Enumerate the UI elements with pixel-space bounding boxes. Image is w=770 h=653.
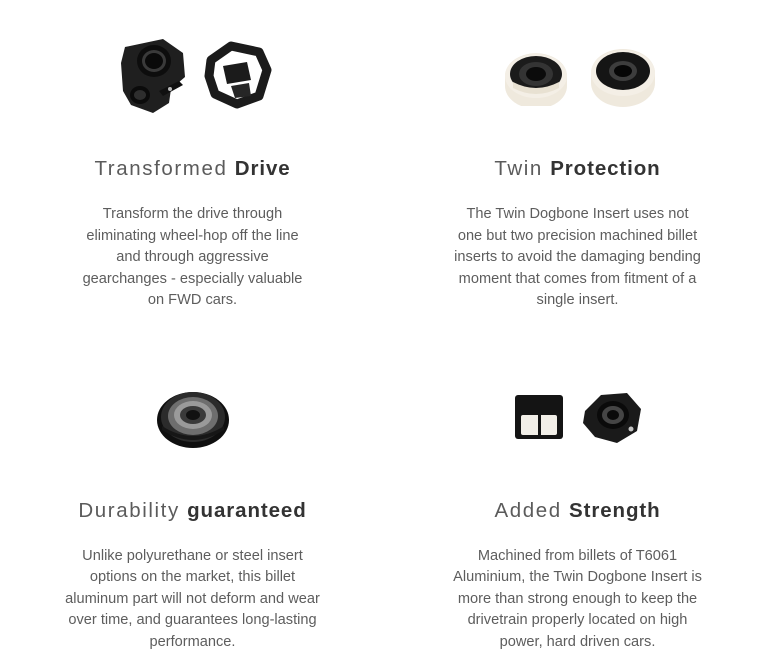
feature-heading: [494, 498, 660, 524]
feature-heading-light: Transformed: [94, 157, 235, 180]
product-image-dogbone-mount-pair: [113, 22, 273, 130]
feature-heading-bold: Strength: [569, 498, 661, 522]
feature-heading: [494, 156, 660, 182]
feature-heading: [78, 498, 306, 524]
feature-body: Machined from billets of T6061 Aluminium, the Twin Dogbone Insert is more than strong enough to keep the drivetrain properly located on high power, hard driven cars.: [453, 547, 702, 650]
feature-heading-bold: guaranteed: [187, 498, 307, 522]
feature-body: Unlike polyurethane or steel insert options on the market, this billet aluminum part will not deform and wear over time, and guarantees long-lasting performance.: [65, 547, 320, 650]
billet-insert-right-icon: [587, 45, 659, 107]
feature-heading: [94, 156, 290, 182]
billet-insert-left-icon: [497, 46, 577, 106]
product-image-single-insert: [154, 364, 232, 472]
feature-card-added-strength: [385, 326, 770, 653]
feature-card-durability-guaranteed: [0, 326, 385, 653]
product-image-twin-inserts: [497, 22, 659, 130]
feature-card-twin-protection: [385, 0, 770, 326]
dogbone-insert-icon: [579, 387, 645, 449]
feature-body: The Twin Dogbone Insert uses not one but two precision machined billet inserts to avoid the damaging bending moment that comes from fitment of a single insert.: [454, 206, 701, 308]
feature-heading-light: Durability: [78, 498, 188, 522]
product-image-billet-block-and-insert: [511, 364, 645, 472]
feature-heading-bold: Drive: [234, 157, 291, 180]
dogbone-mount-icon: [113, 33, 191, 119]
feature-heading-light: Twin: [494, 157, 551, 180]
feature-body: Transform the drive through eliminating wheel-hop off the line and through aggressive gearchanges - especially valuable on FWD cars.: [82, 206, 303, 308]
billet-block-icon: [511, 389, 569, 447]
feature-card-transformed-drive: [0, 0, 385, 326]
feature-heading-light: Added: [494, 498, 570, 522]
dogbone-bracket-icon: [201, 40, 273, 112]
feature-heading-bold: Protection: [550, 157, 661, 180]
single-billet-insert-icon: [154, 382, 232, 454]
